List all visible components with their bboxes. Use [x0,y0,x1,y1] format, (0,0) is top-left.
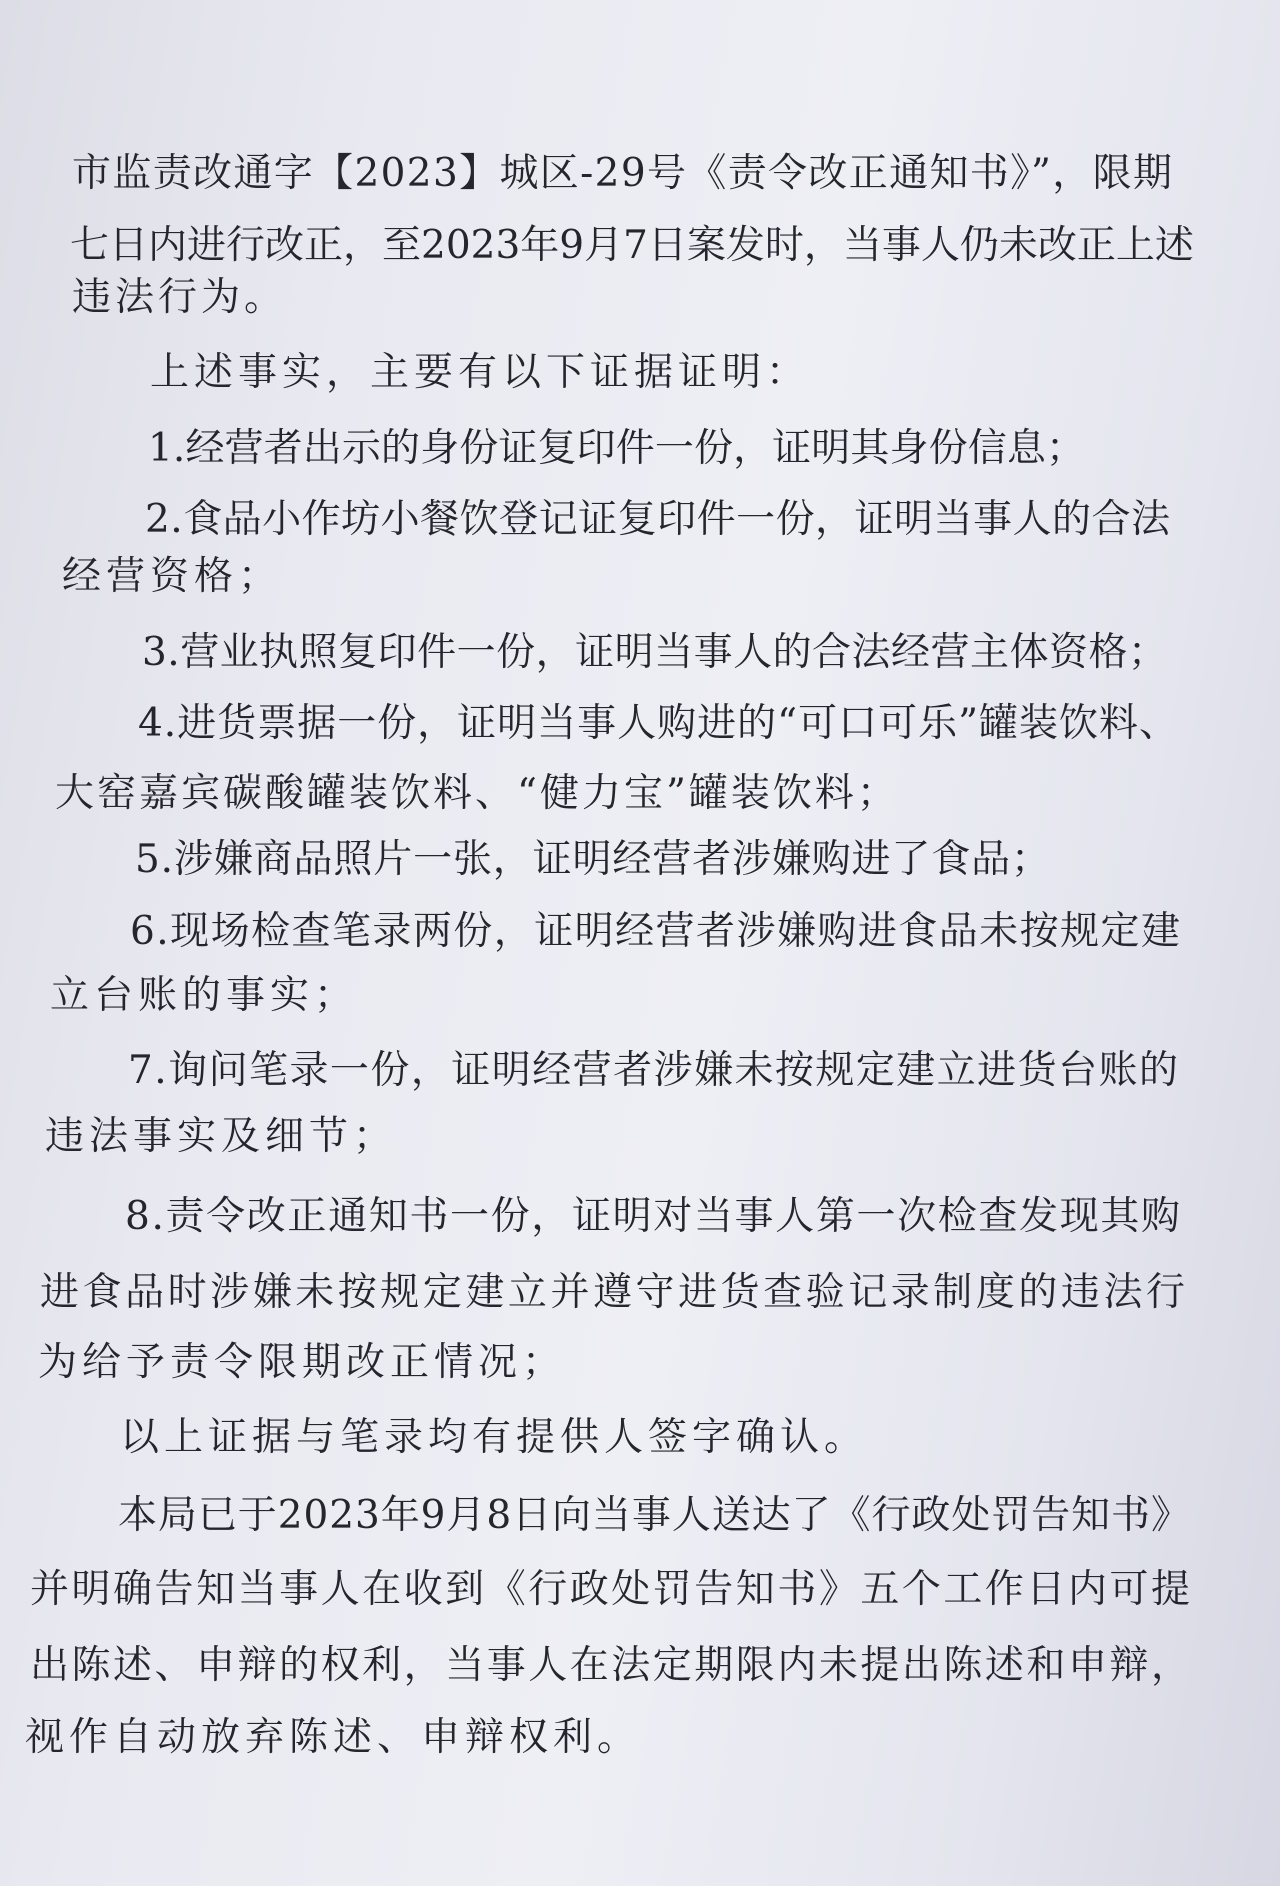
text-line-21: 并明确告知当事人在收到《行政处罚告知书》五个工作日内可提 [30,1567,1193,1612]
text-line-1: 市监责改通字【2023】城区-29号《责令改正通知书》”，限期 [72,151,1174,196]
text-line-2: 七日内进行改正，至2023年9月7日案发时，当事人仍未改正上述 [70,223,1194,268]
text-line-3: 违法行为。 [72,275,288,320]
text-line-20: 本局已于2023年9月8日向当事人送达了《行政处罚告知书》 [118,1493,1191,1538]
text-line-5: 1.经营者出示的身份证复印件一份，证明其身份信息； [148,426,1086,471]
text-line-19: 以上证据与笔录均有提供人签字确认。 [120,1415,869,1460]
text-line-18: 为给予责令限期改正情况； [38,1340,567,1385]
text-line-22: 出陈述、申辩的权利，当事人在法定期限内未提出陈述和申辩， [30,1643,1193,1688]
text-line-14: 7.询问笔录一份，证明经营者涉嫌未按规定建立进货台账的 [128,1048,1180,1093]
text-line-11: 5.涉嫌商品照片一张，证明经营者涉嫌购进了食品； [135,837,1051,882]
text-line-8: 3.营业执照复印件一份，证明当事人的合法经营主体资格； [142,630,1168,675]
text-line-12: 6.现场检查笔录两份，证明经营者涉嫌购进食品未按规定建 [130,909,1182,954]
text-line-9: 4.进货票据一份，证明当事人购进的“可口可乐”罐装饮料、 [138,701,1179,746]
text-line-7: 经营资格； [62,554,283,599]
text-line-15: 违法事实及细节； [45,1114,398,1159]
text-line-23: 视作自动放弃陈述、申辩权利。 [25,1715,642,1760]
text-line-16: 8.责令改正通知书一份，证明对当事人第一次检查发现其购 [125,1194,1182,1239]
text-line-10: 大窑嘉宾碳酸罐装饮料、“健力宝”罐装饮料； [55,771,899,816]
text-line-6: 2.食品小作坊小餐饮登记证复印件一份，证明当事人的合法 [145,497,1171,542]
text-line-4: 上述事实，主要有以下证据证明： [150,350,811,395]
text-line-17: 进食品时涉嫌未按规定建立并遵守进货查验记录制度的违法行 [40,1270,1189,1315]
text-line-13: 立台账的事实； [50,973,359,1018]
